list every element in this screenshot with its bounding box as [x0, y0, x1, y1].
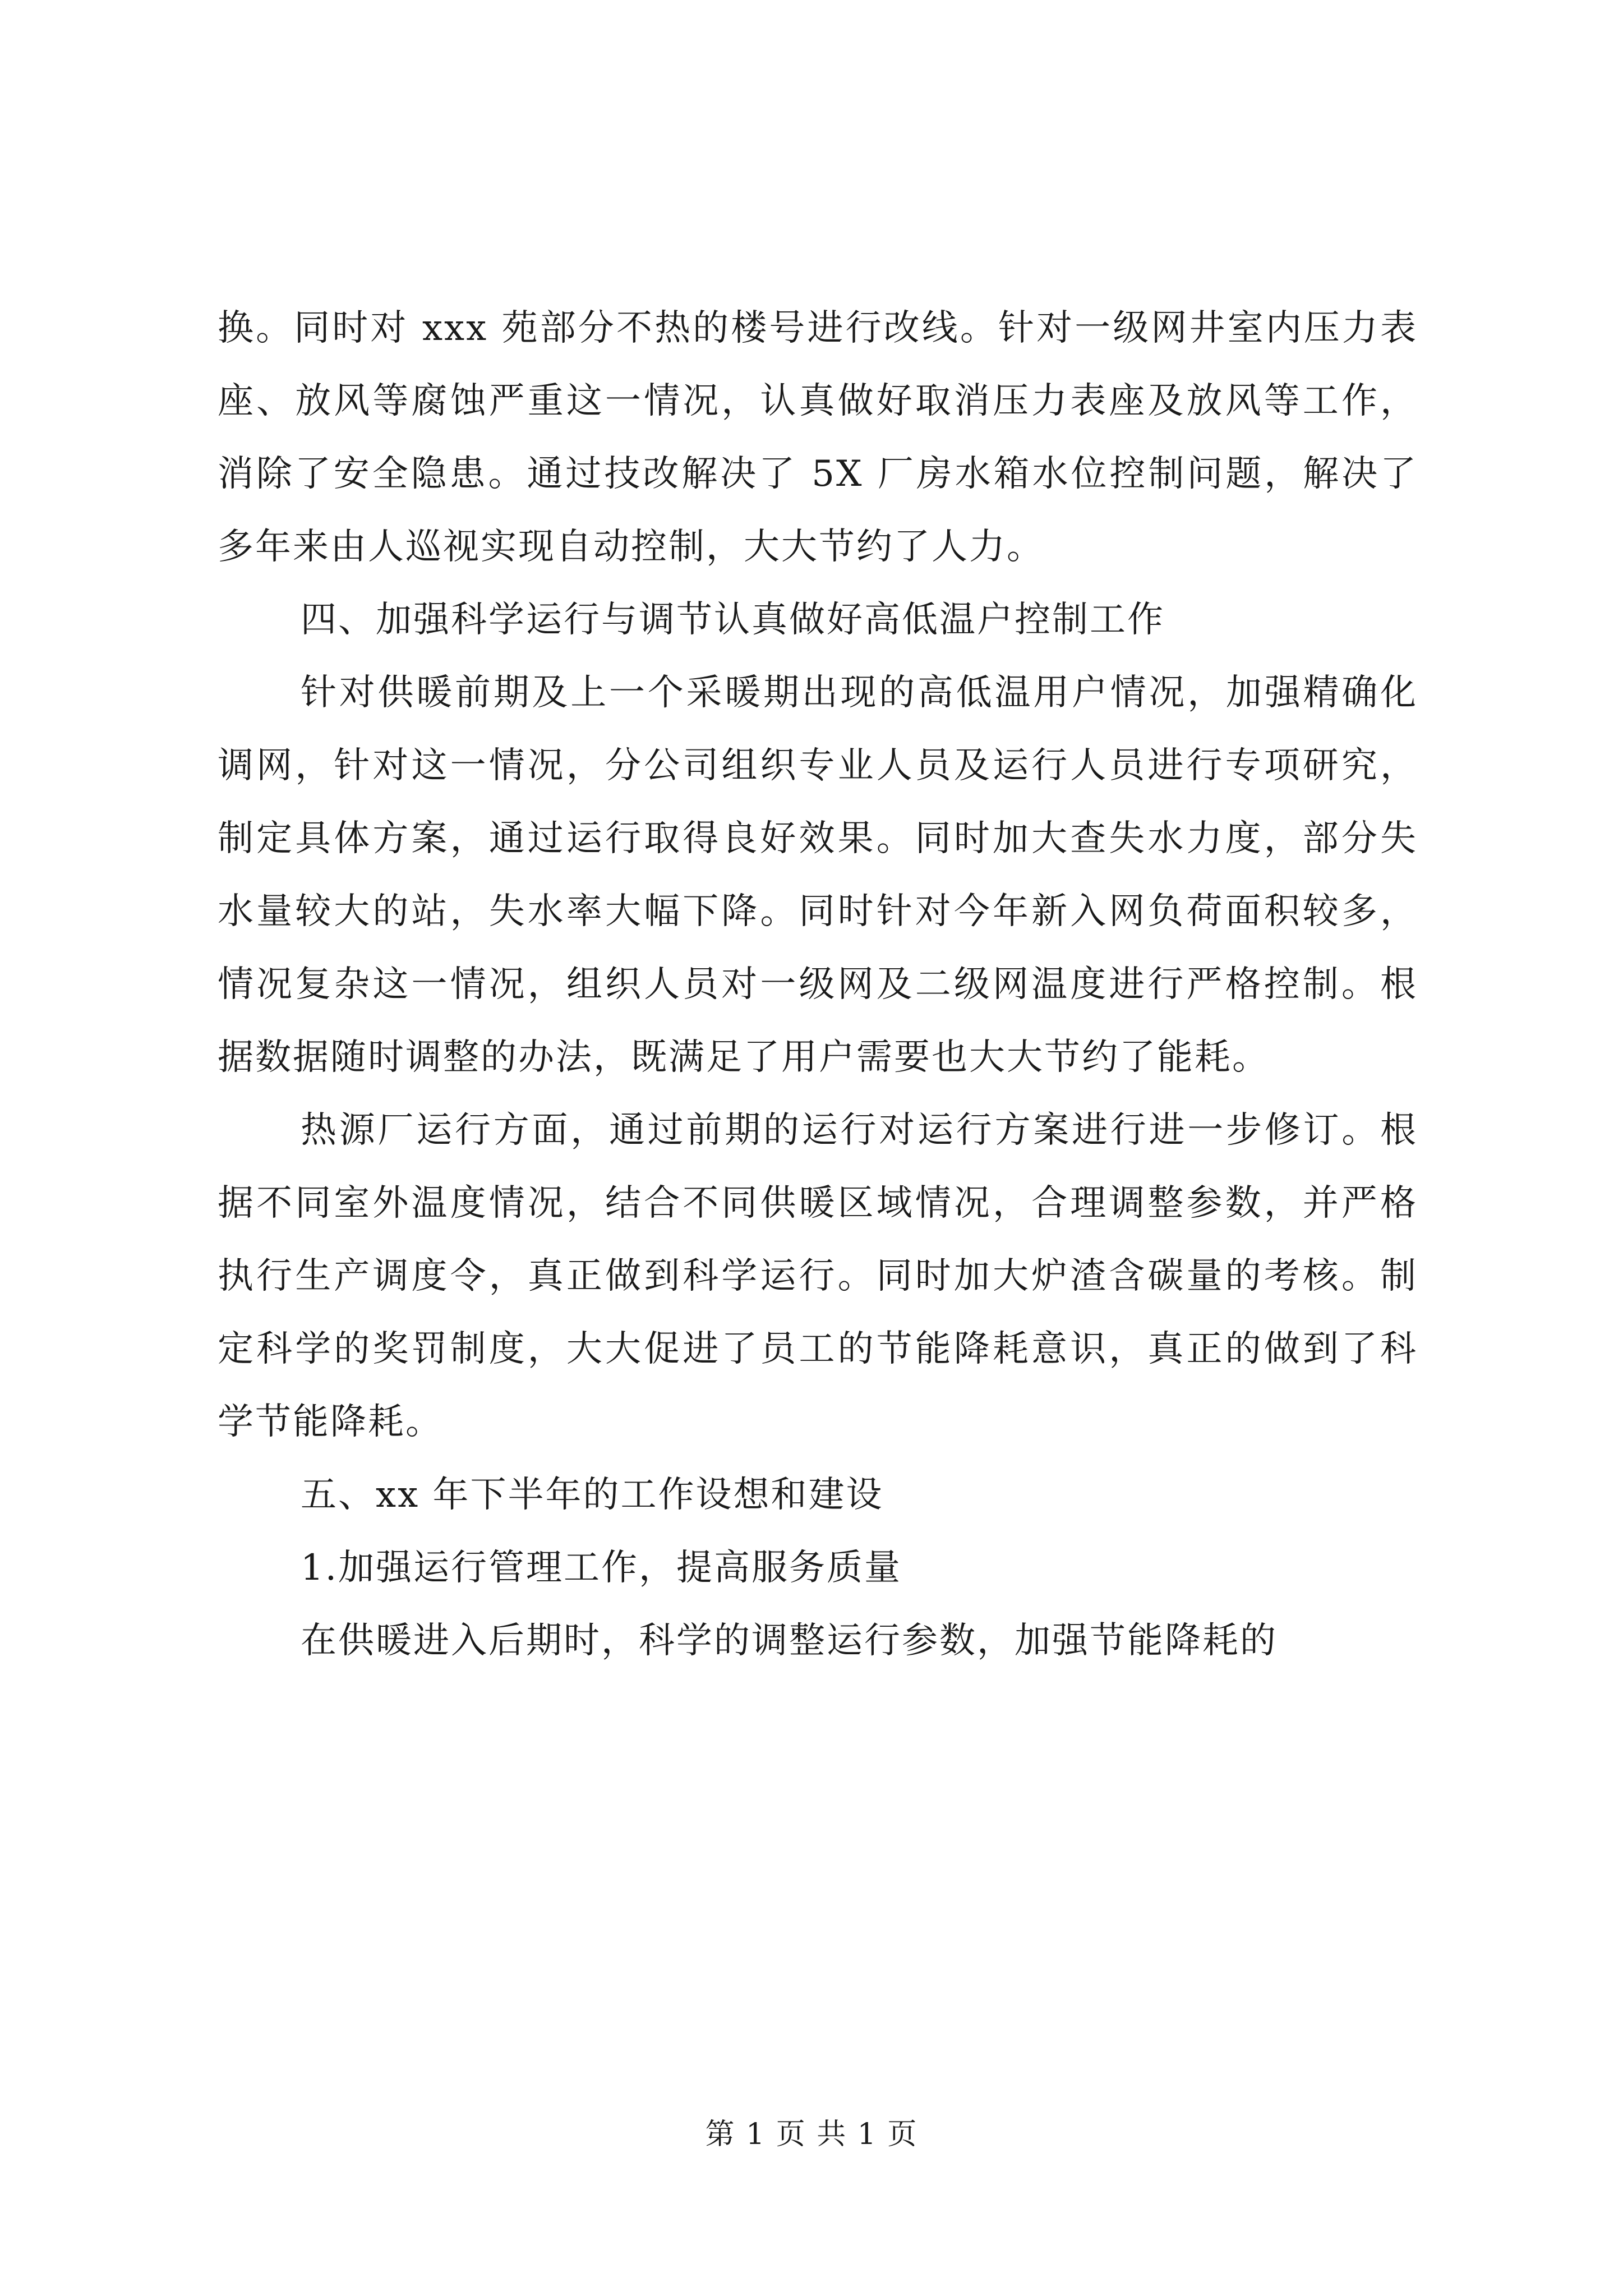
document-body	[218, 292, 1418, 1677]
subsection-heading-1: 1.加强运行管理工作，提高服务质量	[301, 1547, 902, 1589]
section-heading-5: 五、xx 年下半年的工作设想和建设	[301, 1474, 884, 1516]
section-heading-4: 四、加强科学运行与调节认真做好高低温户控制工作	[301, 599, 1165, 641]
paragraph-continuation: 换。同时对 xxx 苑部分不热的楼号进行改线。针对一级网井室内压力表座、放风等腐蚀严重这一情况，认真做好取消压力表座及放风等工作，消除了安全隐患。通过技改解决了 5X 厂房水箱水位控制问题，解决了多年来由人巡视实现自动控制，大大节约了人力。	[218, 307, 1418, 568]
paragraph-network-regulation: 针对供暖前期及上一个采暖期出现的高低温用户情况，加强精确化调网，针对这一情况，分公司组织专业人员及运行人员进行专项研究，制定具体方案，通过运行取得良好效果。同时加大查失水力度，部分失水量较大的站，失水率大幅下降。同时针对今年新入网负荷面积较多，情况复杂这一情况，组织人员对一级网及二级网温度进行严格控制。根据数据随时调整的办法，既满足了用户需要也大大节约了能耗。	[218, 672, 1418, 1078]
paragraph-late-heating: 在供暖进入后期时，科学的调整运行参数，加强节能降耗的	[301, 1620, 1278, 1662]
page-footer	[0, 2115, 1623, 2154]
page-number-label: 第 1 页 共 1 页	[705, 2118, 918, 2151]
paragraph-heat-source-operation: 热源厂运行方面，通过前期的运行对运行方案进行进一步修订。根据不同室外温度情况，结合不同供暖区域情况，合理调整参数，并严格执行生产调度令，真正做到科学运行。同时加大炉渣含碳量的考核。制定科学的奖罚制度，大大促进了员工的节能降耗意识，真正的做到了科学节能降耗。	[218, 1110, 1418, 1443]
